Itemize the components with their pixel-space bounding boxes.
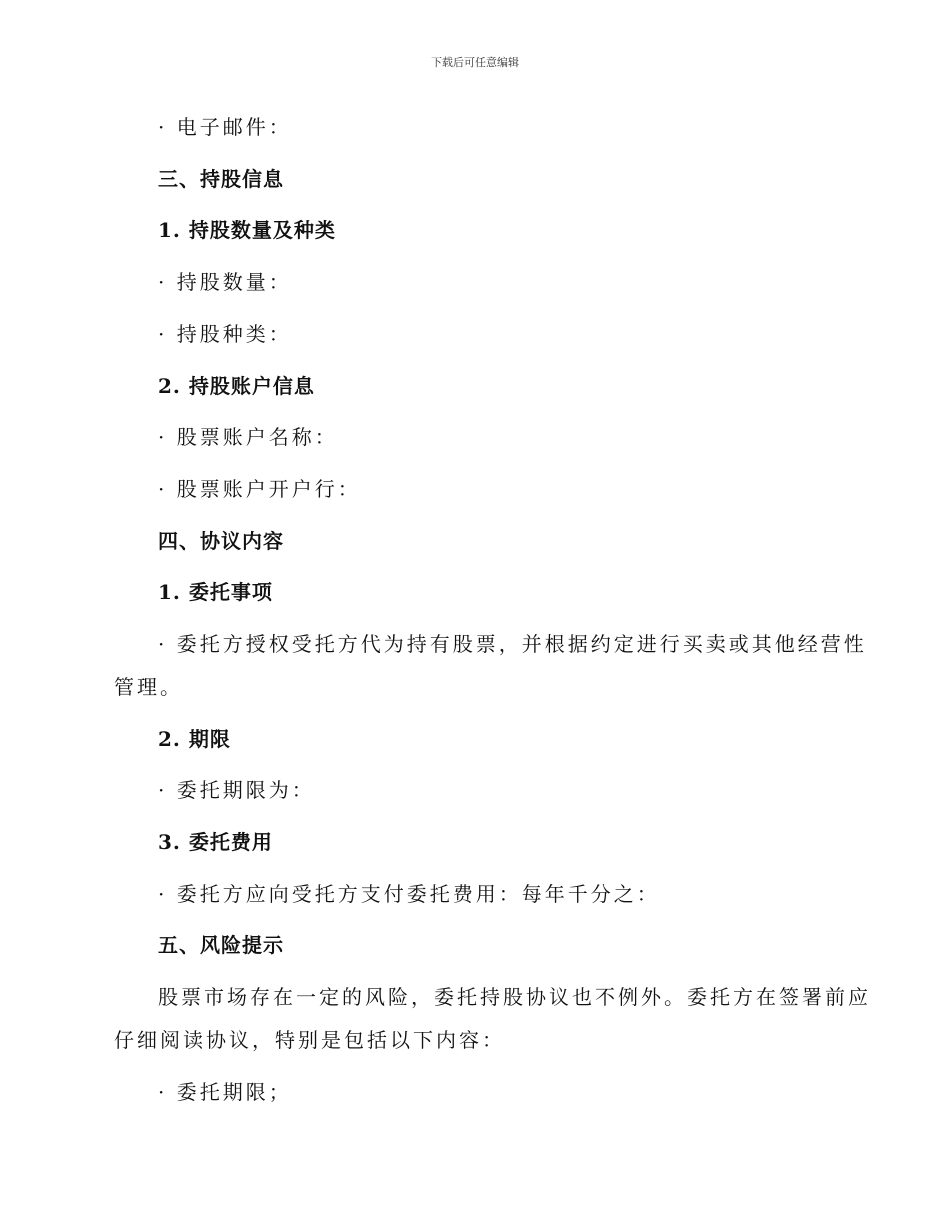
term-line: · 委托期限为： bbox=[158, 778, 315, 802]
account-bank-line: · 股票账户开户行： bbox=[158, 477, 361, 501]
subheading-share-quantity-type: 1. 持股数量及种类 bbox=[158, 218, 336, 242]
entrusted-matters-text: · 委托方授权受托方代为持有股票，并根据约定进行买卖或其他经营性 bbox=[158, 632, 867, 656]
risk-item-term: · 委托期限； bbox=[158, 1080, 292, 1104]
subheading-account-info: 2. 持股账户信息 bbox=[158, 374, 315, 398]
share-quantity-line: · 持股数量： bbox=[158, 270, 292, 294]
account-name-line: · 股票账户名称： bbox=[158, 425, 338, 449]
subheading-term: 2. 期限 bbox=[158, 727, 231, 751]
email-field-line: · 电子邮件： bbox=[158, 115, 292, 139]
subheading-entrusted-matters: 1. 委托事项 bbox=[158, 580, 273, 604]
fees-line: · 委托方应向受托方支付委托费用：每年千分之： bbox=[158, 882, 660, 906]
risk-paragraph: 股票市场存在一定的风险，委托持股协议也不例外。委托方在签署前应 bbox=[158, 985, 871, 1009]
subheading-fees: 3. 委托费用 bbox=[158, 830, 273, 854]
section-heading-agreement: 四、协议内容 bbox=[158, 529, 284, 553]
risk-paragraph-cont: 仔细阅读协议，特别是包括以下内容： bbox=[114, 1028, 505, 1052]
share-type-line: · 持股种类： bbox=[158, 322, 292, 346]
section-heading-shareholding: 三、持股信息 bbox=[158, 167, 284, 191]
entrusted-matters-text-cont: 管理。 bbox=[114, 675, 183, 699]
section-heading-risk: 五、风险提示 bbox=[158, 933, 284, 957]
page-header-note: 下载后可任意编辑 bbox=[431, 56, 519, 69]
